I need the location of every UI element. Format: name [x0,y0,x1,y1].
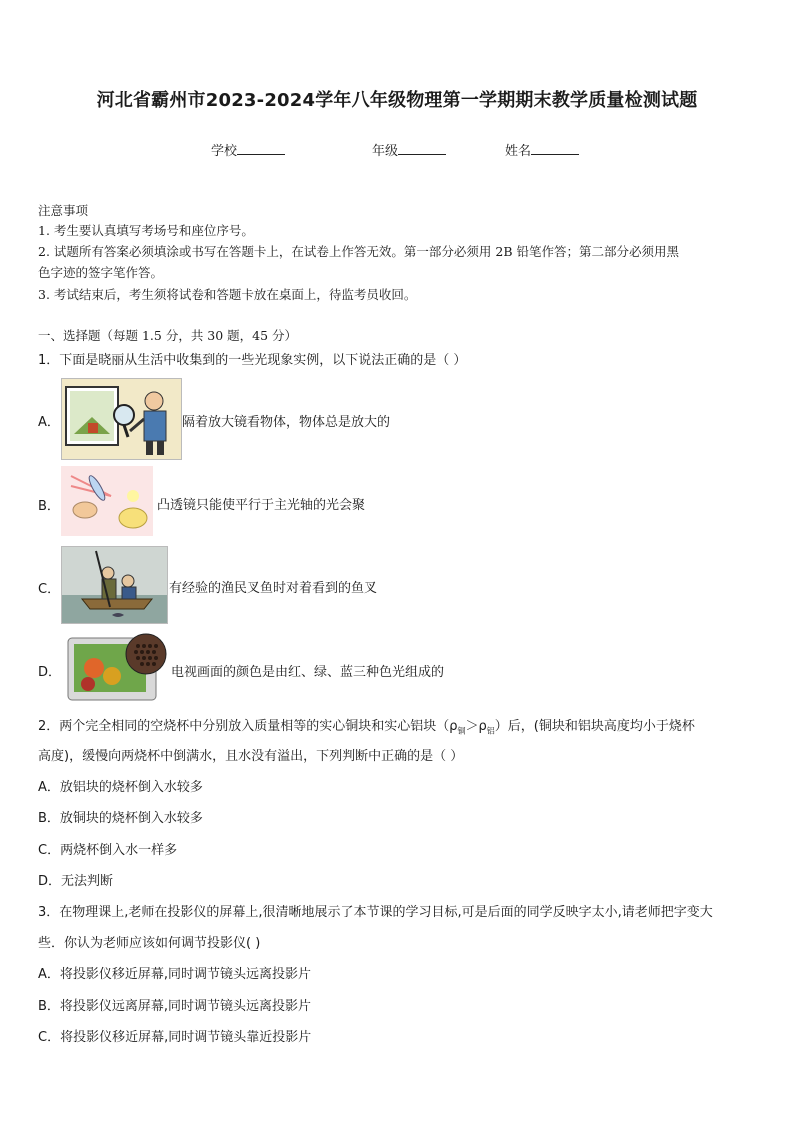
q2-option-a: A．放铝块的烧杯倒入水较多 [38,780,203,795]
tv-screen-illustration [66,632,168,702]
notice-item-3: 3. 考试结束后，考生须将试卷和答题卡放在桌面上，待监考员收回。 [38,287,417,302]
magnifier-illustration [61,378,182,460]
student-info-fields [0,140,794,160]
q1-option-a-label: A． [38,415,60,430]
exam-title: 河北省霸州市2023-2024学年八年级物理第一学期期末教学质量检测试题 [96,90,698,111]
fishing-illustration [61,546,168,624]
question-3-stem-line2: 些．你认为老师应该如何调节投影仪( ) [38,936,261,951]
q1-option-d-label: D． [38,665,62,680]
notice-item-2: 2. 试题所有答案必须填涂或书写在答题卡上，在试卷上作答无效。第一部分必须用 2B 铅笔作答；第二部分必须用黑 [38,244,679,259]
q1-option-d-text: 电视画面的颜色是由红、绿、蓝三种色光组成的 [171,665,445,680]
question-2-stem-line2: 高度)，缓慢向两烧杯中倒满水，且水没有溢出，下列判断中正确的是（ ） [38,749,464,764]
q2-option-b: B．放铜块的烧杯倒入水较多 [38,811,203,826]
notice-heading: 注意事项 [38,203,89,218]
q3-option-c: C．将投影仪移近屏幕,同时调节镜头靠近投影片 [38,1030,312,1045]
section-heading: 一、选择题（每题 1.5 分，共 30 题，45 分） [38,328,298,343]
grade-field: 年级 [372,140,446,159]
q3-option-a: A．将投影仪移近屏幕,同时调节镜头远离投影片 [38,967,312,982]
q2-option-c: C．两烧杯倒入水一样多 [38,843,178,858]
q1-option-c-label: C． [38,582,61,597]
q1-option-b-label: B． [38,499,60,514]
q1-option-c-text: 有经验的渔民叉鱼时对着看到的鱼叉 [169,581,378,596]
q1-option-b-text: 凸透镜只能使平行于主光轴的光会聚 [157,498,366,513]
question-3-stem-line1: 3．在物理课上,老师在投影仪的屏幕上,很清晰地展示了本节课的学习目标,可是后面的同学反映字太小,请老师把字变大 [38,905,713,920]
q2-option-d: D．无法判断 [38,874,114,889]
grade-blank[interactable] [398,142,446,155]
school-blank[interactable] [237,142,285,155]
name-blank[interactable] [531,142,579,155]
notice-item-2-cont: 色字迹的签字笔作答。 [38,265,164,280]
q3-option-b: B．将投影仪远离屏幕,同时调节镜头远离投影片 [38,999,312,1014]
q1-option-a-text: 隔着放大镜看物体，物体总是放大的 [182,415,391,430]
convex-lens-illustration [61,466,153,536]
question-1-stem: 1．下面是晓丽从生活中收集到的一些光现象实例，以下说法正确的是（ ） [38,353,467,368]
school-field: 学校 [211,140,285,159]
question-2-stem-line1: 2．两个完全相同的空烧杯中分别放入质量相等的实心铜块和实心铝块$(\rho_铜>\rho_铝)$后，(铜块和铝块高度均小于烧杯 [38,719,695,736]
notice-item-1: 1. 考生要认真填写考场号和座位序号。 [38,223,254,238]
name-field: 姓名 [505,140,579,159]
